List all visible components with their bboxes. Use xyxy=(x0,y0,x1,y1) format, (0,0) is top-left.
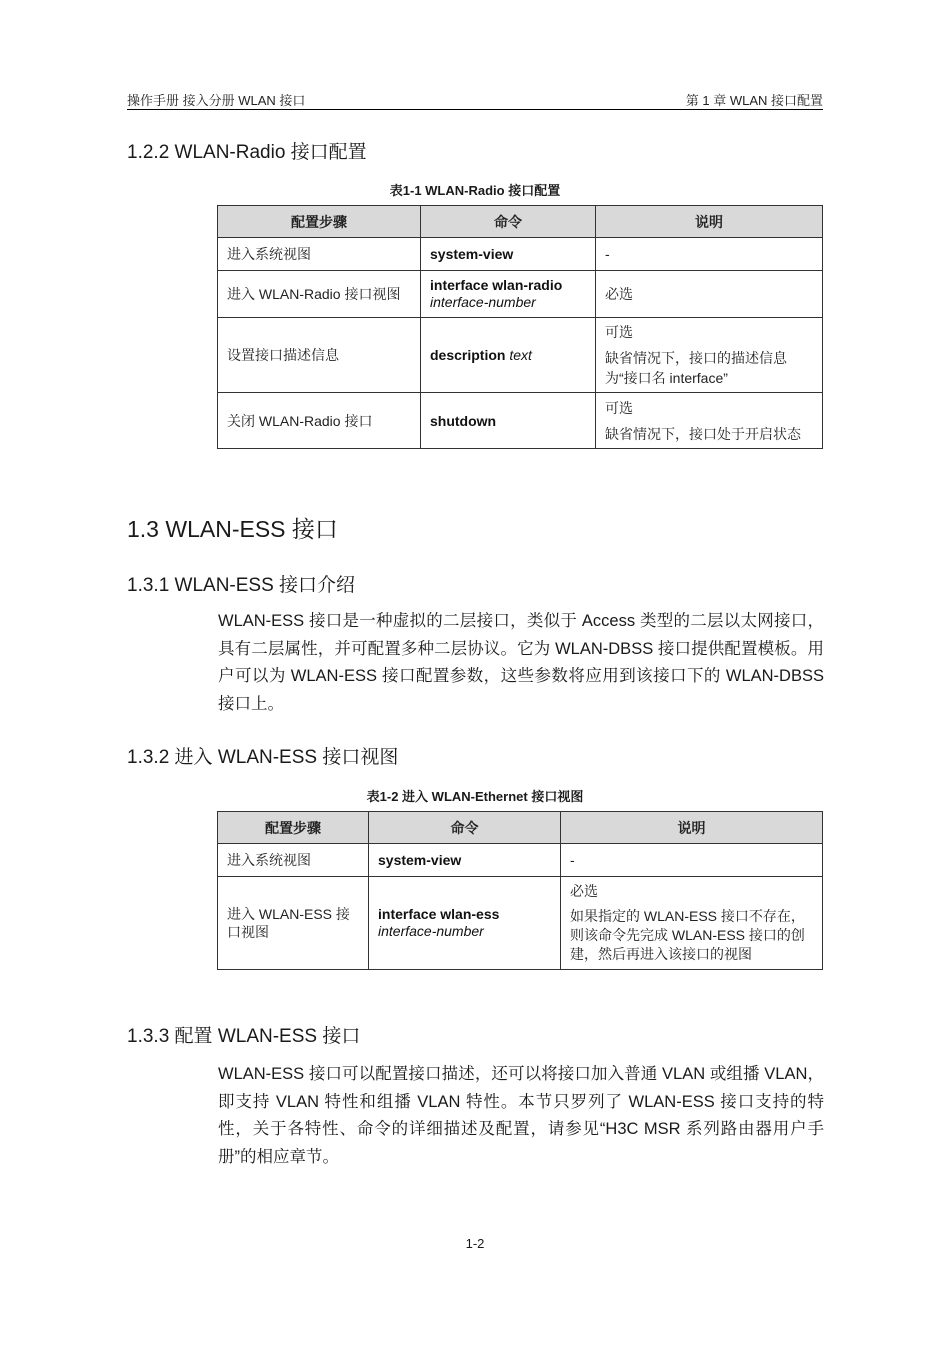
page-number: 1-2 xyxy=(465,1236,485,1251)
column-header: 命令 xyxy=(369,812,561,844)
note-cell: 必选 xyxy=(596,271,823,318)
column-header: 命令 xyxy=(421,206,596,238)
table-header-row xyxy=(218,812,823,844)
running-header-left: 操作手册 接入分册 WLAN 接口 xyxy=(127,93,306,108)
column-header: 配置步骤 xyxy=(218,206,421,238)
note-cell: - xyxy=(596,238,823,271)
table-row xyxy=(218,238,823,271)
step-cell: 进入系统视图 xyxy=(218,238,421,271)
command-cell: system-view xyxy=(369,844,561,877)
command-cell: interface wlan-radio interface-number xyxy=(421,271,596,318)
section-heading-1-3-3: 1.3.3 配置 WLAN-ESS 接口 xyxy=(127,1026,361,1047)
step-cell: 关闭 WLAN-Radio 接口 xyxy=(218,393,421,449)
step-cell: 进入 WLAN-Radio 接口视图 xyxy=(218,271,421,318)
header-rule xyxy=(127,109,823,110)
command-cell: shutdown xyxy=(421,393,596,449)
table-row xyxy=(218,393,823,449)
table-row xyxy=(218,877,823,970)
note-cell: 可选 缺省情况下，接口处于开启状态 xyxy=(596,393,823,449)
command-cell: description text xyxy=(421,318,596,393)
step-cell: 进入 WLAN-ESS 接口视图 xyxy=(218,877,369,970)
column-header: 说明 xyxy=(596,206,823,238)
paragraph-config: WLAN-ESS 接口可以配置接口描述，还可以将接口加入普通 VLAN 或组播 VLAN，即支持 VLAN 特性和组播 VLAN 特性。本节只罗列了 WLAN-ESS 接口支持的特性，关于各特性、命令的详细描述及配置，请参见“H3C MSR 系列路由器用户手册”的相应章节。 xyxy=(218,1065,824,1166)
config-table-1-2 xyxy=(217,811,823,970)
table-caption-1-1: 表1-1 WLAN-Radio 接口配置 xyxy=(389,183,561,198)
command-cell: interface wlan-ess interface-number xyxy=(369,877,561,970)
section-heading-1-3-2: 1.3.2 进入 WLAN-ESS 接口视图 xyxy=(127,747,399,768)
table-row xyxy=(218,318,823,393)
column-header: 配置步骤 xyxy=(218,812,369,844)
paragraph-intro: WLAN-ESS 接口是一种虚拟的二层接口，类似于 Access 类型的二层以太网接口，具有二层属性，并可配置多种二层协议。它为 WLAN-DBSS 接口提供配置模板。用户可以为 WLAN-ESS 接口配置参数，这些参数将应用到该接口下的 WLAN-DBSS 接口上。 xyxy=(218,612,824,713)
step-cell: 进入系统视图 xyxy=(218,844,369,877)
note-cell: 可选 缺省情况下，接口的描述信息为“接口名 interface” xyxy=(596,318,823,393)
note-cell: 必选 如果指定的 WLAN-ESS 接口不存在，则该命令先完成 WLAN-ESS 接口的创建，然后再进入该接口的视图 xyxy=(561,877,823,970)
step-cell: 设置接口描述信息 xyxy=(218,318,421,393)
config-table-1-1 xyxy=(217,205,823,449)
table-row xyxy=(218,844,823,877)
note-cell: - xyxy=(561,844,823,877)
command-cell: system-view xyxy=(421,238,596,271)
chapter-heading-1-3: 1.3 WLAN-ESS 接口 xyxy=(127,516,338,542)
table-header-row xyxy=(218,206,823,238)
section-heading-1-3-1: 1.3.1 WLAN-ESS 接口介绍 xyxy=(127,575,356,596)
section-heading-1-2-2: 1.2.2 WLAN-Radio 接口配置 xyxy=(127,142,367,163)
running-header-right: 第 1 章 WLAN 接口配置 xyxy=(685,93,823,108)
table-caption-1-2: 表1-2 进入 WLAN-Ethernet 接口视图 xyxy=(366,789,584,804)
table-row xyxy=(218,271,823,318)
column-header: 说明 xyxy=(561,812,823,844)
